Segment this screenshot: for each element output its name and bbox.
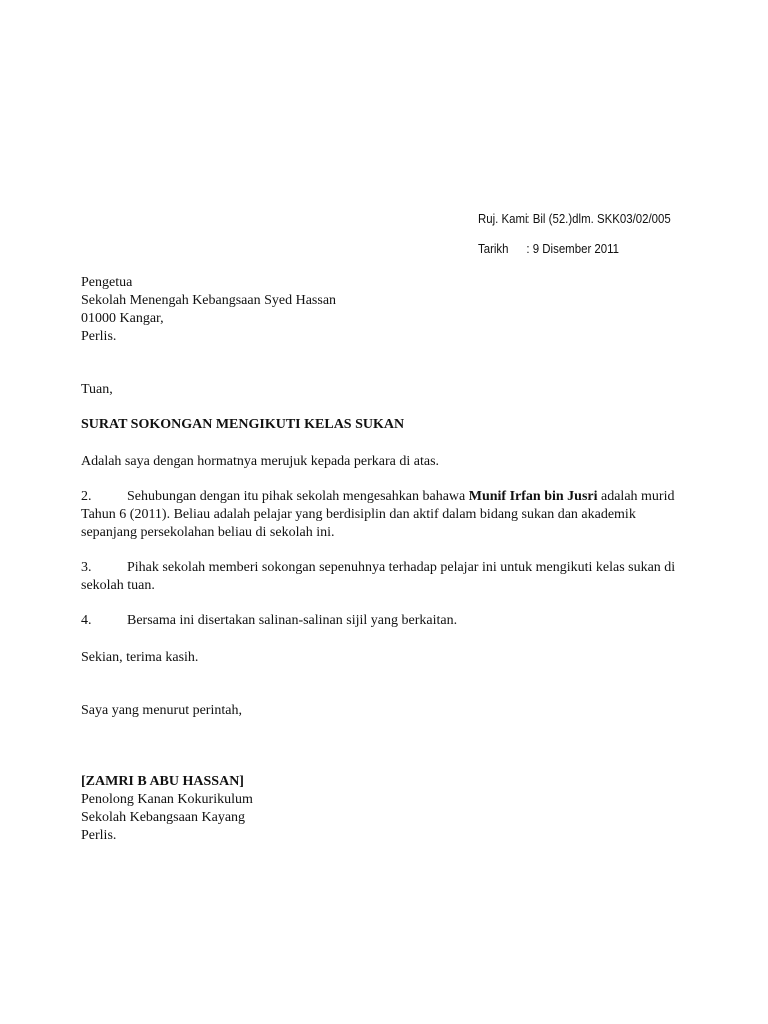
recipient-line: Perlis.	[81, 329, 117, 344]
recipient-line: Pengetua	[81, 275, 133, 290]
recipient-address	[81, 274, 336, 346]
paragraph-2-text-after: adalah murid Tahun 6 (2011). Beliau adalah pelajar yang berdisiplin dan aktif dalam bidang sukan dan akademik sepanjang persekolahan beliau di sekolah ini.	[81, 489, 675, 540]
sign-off	[81, 702, 242, 720]
opening-paragraph	[81, 453, 439, 471]
salutation	[81, 381, 113, 399]
sign-off-text: Saya yang menurut perintah,	[81, 703, 242, 718]
opening-text: Adalah saya dengan hormatnya merujuk kepada perkara di atas.	[81, 454, 440, 469]
salutation-text: Tuan,	[81, 382, 113, 397]
closing-text: Sekian, terima kasih.	[81, 650, 199, 665]
recipient-line: Sekolah Menengah Kebangsaan Syed Hassan	[81, 293, 337, 308]
signatory-line: Sekolah Kebangsaan Kayang	[81, 810, 246, 825]
recipient-line: 01000 Kangar,	[81, 311, 164, 326]
ruj-value: : Bil (52.)dlm. SKK03/02/005	[526, 211, 671, 226]
paragraph-4	[81, 612, 681, 630]
signatory-name: [ZAMRI B ABU HASSAN]	[81, 774, 244, 789]
tarikh-value: : 9 Disember 2011	[526, 241, 620, 256]
subject-text: SURAT SOKONGAN MENGIKUTI KELAS SUKAN	[81, 417, 405, 432]
ruj-label: Ruj. Kami	[478, 211, 528, 226]
paragraph-4-text: Bersama ini disertakan salinan-salinan sijil yang berkaitan.	[127, 613, 458, 628]
paragraph-3	[81, 559, 681, 595]
paragraph-4-number: 4.	[81, 613, 92, 628]
signatory-line: Penolong Kanan Kokurikulum	[81, 792, 253, 807]
signatory-line: Perlis.	[81, 828, 117, 843]
closing	[81, 649, 198, 667]
paragraph-2-number: 2.	[81, 489, 92, 504]
subject	[81, 416, 404, 434]
paragraph-3-text: Pihak sekolah memberi sokongan sepenuhnya terhadap pelajar ini untuk mengikuti kelas sukan di sekolah tuan.	[81, 560, 676, 593]
paragraph-2	[81, 488, 681, 542]
signatory-block	[81, 773, 253, 845]
student-name: Munif Irfan bin Jusri	[468, 489, 598, 504]
paragraph-2-text-before: Sehubungan dengan itu pihak sekolah mengesahkan bahawa	[127, 489, 469, 504]
paragraph-3-number: 3.	[81, 560, 92, 575]
tarikh-label: Tarikh	[478, 241, 509, 256]
